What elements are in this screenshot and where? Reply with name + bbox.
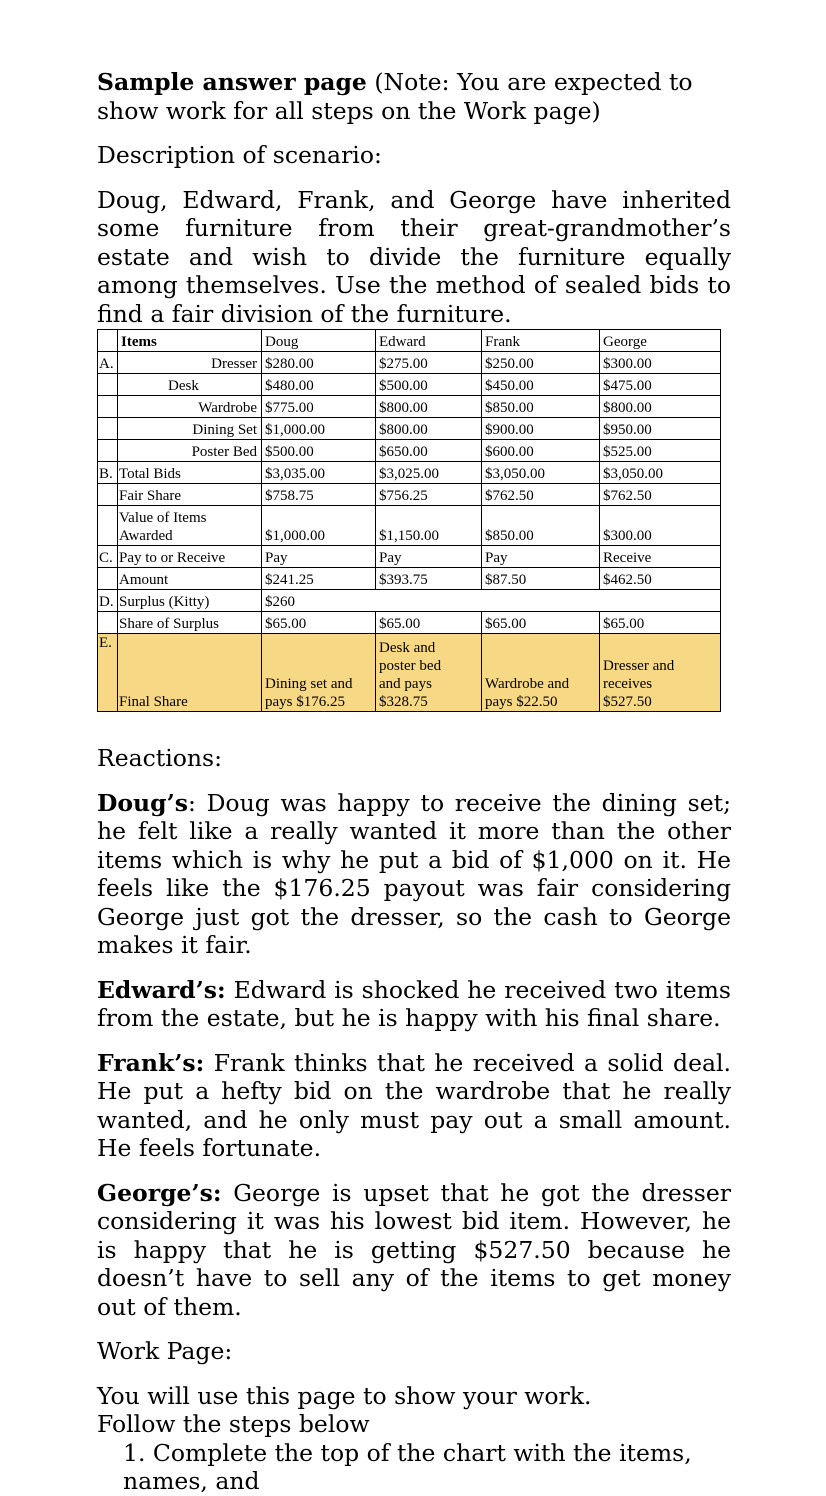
header-frank: Frank [482, 330, 600, 352]
bid-cell: $500.00 [262, 440, 376, 462]
work-follow: Follow the steps below [97, 1410, 370, 1438]
bid-cell: $500.00 [376, 374, 482, 396]
bid-cell: $450.00 [482, 374, 600, 396]
fair-share-cell: $762.50 [482, 484, 600, 506]
section-a-label: A. [98, 352, 118, 374]
awarded-cell: $1,150.00 [376, 506, 482, 546]
item-name: Dining Set [118, 418, 262, 440]
pay-receive-label: Pay to or Receive [118, 546, 262, 568]
share-surplus-cell: $65.00 [600, 612, 721, 634]
header-edward: Edward [376, 330, 482, 352]
work-page-label: Work Page: [97, 1337, 233, 1365]
table-header-row [98, 330, 721, 352]
share-surplus-cell: $65.00 [376, 612, 482, 634]
share-surplus-cell: $65.00 [482, 612, 600, 634]
table-row [98, 568, 721, 590]
item-name: Poster Bed [118, 440, 262, 462]
table-row [98, 396, 721, 418]
bid-cell: $900.00 [482, 418, 600, 440]
bid-cell: $250.00 [482, 352, 600, 374]
bid-cell: $275.00 [376, 352, 482, 374]
final-share-label: Final Share [118, 634, 262, 712]
reactions-label: Reactions: [97, 744, 222, 772]
bid-cell: $1,000.00 [262, 418, 376, 440]
awarded-cell: $1,000.00 [262, 506, 376, 546]
amount-cell: $393.75 [376, 568, 482, 590]
header-doug: Doug [262, 330, 376, 352]
bid-cell: $950.00 [600, 418, 721, 440]
bid-cell: $800.00 [376, 396, 482, 418]
fair-share-cell: $762.50 [600, 484, 721, 506]
pay-receive-cell: Pay [262, 546, 376, 568]
table-row [98, 462, 721, 484]
surplus-label: Surplus (Kitty) [118, 590, 262, 612]
bid-cell: $600.00 [482, 440, 600, 462]
pay-receive-cell: Pay [376, 546, 482, 568]
edward-reaction: Edward’s: Edward is shocked he received two items from the estate, but he is happy with his final share. [97, 975, 731, 1032]
george-reaction: George’s: George is upset that he got the dresser considering it was his lowest bid item. However, he is happy that he is getting $527.50 because he doesn’t have to sell any of the items to get money out of them. [97, 1178, 731, 1321]
item-name: Dresser [118, 352, 262, 374]
value-awarded-label: Value of Items Awarded [118, 506, 262, 546]
total-cell: $3,050.00 [600, 462, 721, 484]
amount-cell: $241.25 [262, 568, 376, 590]
final-share-row [98, 634, 721, 712]
final-share-cell: Desk and poster bed and pays $328.75 [376, 634, 482, 712]
fair-share-cell: $756.25 [376, 484, 482, 506]
table-row [98, 352, 721, 374]
awarded-cell: $300.00 [600, 506, 721, 546]
table-row [98, 484, 721, 506]
pay-receive-cell: Receive [600, 546, 721, 568]
work-intro: You will use this page to show your work. [97, 1381, 592, 1410]
amount-label: Amount [118, 568, 262, 590]
share-surplus-label: Share of Surplus [118, 612, 262, 634]
bid-cell: $475.00 [600, 374, 721, 396]
total-cell: $3,050.00 [482, 462, 600, 484]
table-row [98, 506, 721, 546]
bid-cell: $650.00 [376, 440, 482, 462]
total-bids-label: Total Bids [118, 462, 262, 484]
section-d-label: D. [98, 590, 118, 612]
table-row [98, 418, 721, 440]
bid-cell: $800.00 [600, 396, 721, 418]
table-row [98, 374, 721, 396]
total-cell: $3,025.00 [376, 462, 482, 484]
section-e-label: E. [98, 634, 118, 712]
header-george: George [600, 330, 721, 352]
table-row [98, 440, 721, 462]
amount-cell: $87.50 [482, 568, 600, 590]
final-share-cell: Dining set and pays $176.25 [262, 634, 376, 712]
item-name: Desk [118, 374, 262, 396]
final-share-cell: Wardrobe and pays $22.50 [482, 634, 600, 712]
doug-reaction: Doug’s: Doug was happy to receive the dining set; he felt like a really wanted it more than the other items which is why he put a bid of $1,000 on it. He feels like the $176.25 payout was fair considering George just got the dresser, so the cash to George makes it fair. [97, 788, 731, 959]
table-row [98, 546, 721, 568]
reactions-section [97, 744, 731, 1496]
awarded-cell: $850.00 [482, 506, 600, 546]
table-row [98, 612, 721, 634]
description-label: Description of scenario: [97, 141, 382, 169]
pay-receive-cell: Pay [482, 546, 600, 568]
bid-cell: $775.00 [262, 396, 376, 418]
bid-cell: $525.00 [600, 440, 721, 462]
scenario-text: Doug, Edward, Frank, and George have inherited some furniture from their great-grandmother’s estate and wish to divide the furniture equally among themselves. Use the method of sealed bids to find a fair division of the furniture. [97, 185, 731, 328]
bid-cell: $480.00 [262, 374, 376, 396]
section-b-label: B. [98, 462, 118, 484]
surplus-value: $260 [262, 590, 721, 612]
page-title: Sample answer page (Note: You are expected to show work for all steps on the Work page) [97, 68, 693, 125]
intro-section [97, 68, 731, 328]
frank-reaction: Frank’s: Frank thinks that he received a solid deal. He put a hefty bid on the wardrobe that he really wanted, and he only must pay out a small amount. He feels fortunate. [97, 1048, 731, 1162]
amount-cell: $462.50 [600, 568, 721, 590]
section-c-label: C. [98, 546, 118, 568]
step-1: 1. Complete the top of the chart with the items, names, and [123, 1438, 692, 1495]
item-name: Wardrobe [118, 396, 262, 418]
total-cell: $3,035.00 [262, 462, 376, 484]
final-share-cell: Dresser and receives $527.50 [600, 634, 721, 712]
share-surplus-cell: $65.00 [262, 612, 376, 634]
header-items: Items [118, 330, 262, 352]
bid-cell: $850.00 [482, 396, 600, 418]
table-row [98, 590, 721, 612]
bid-cell: $800.00 [376, 418, 482, 440]
sealed-bids-table [97, 329, 721, 712]
fair-share-label: Fair Share [118, 484, 262, 506]
bid-cell: $280.00 [262, 352, 376, 374]
fair-share-cell: $758.75 [262, 484, 376, 506]
bid-cell: $300.00 [600, 352, 721, 374]
